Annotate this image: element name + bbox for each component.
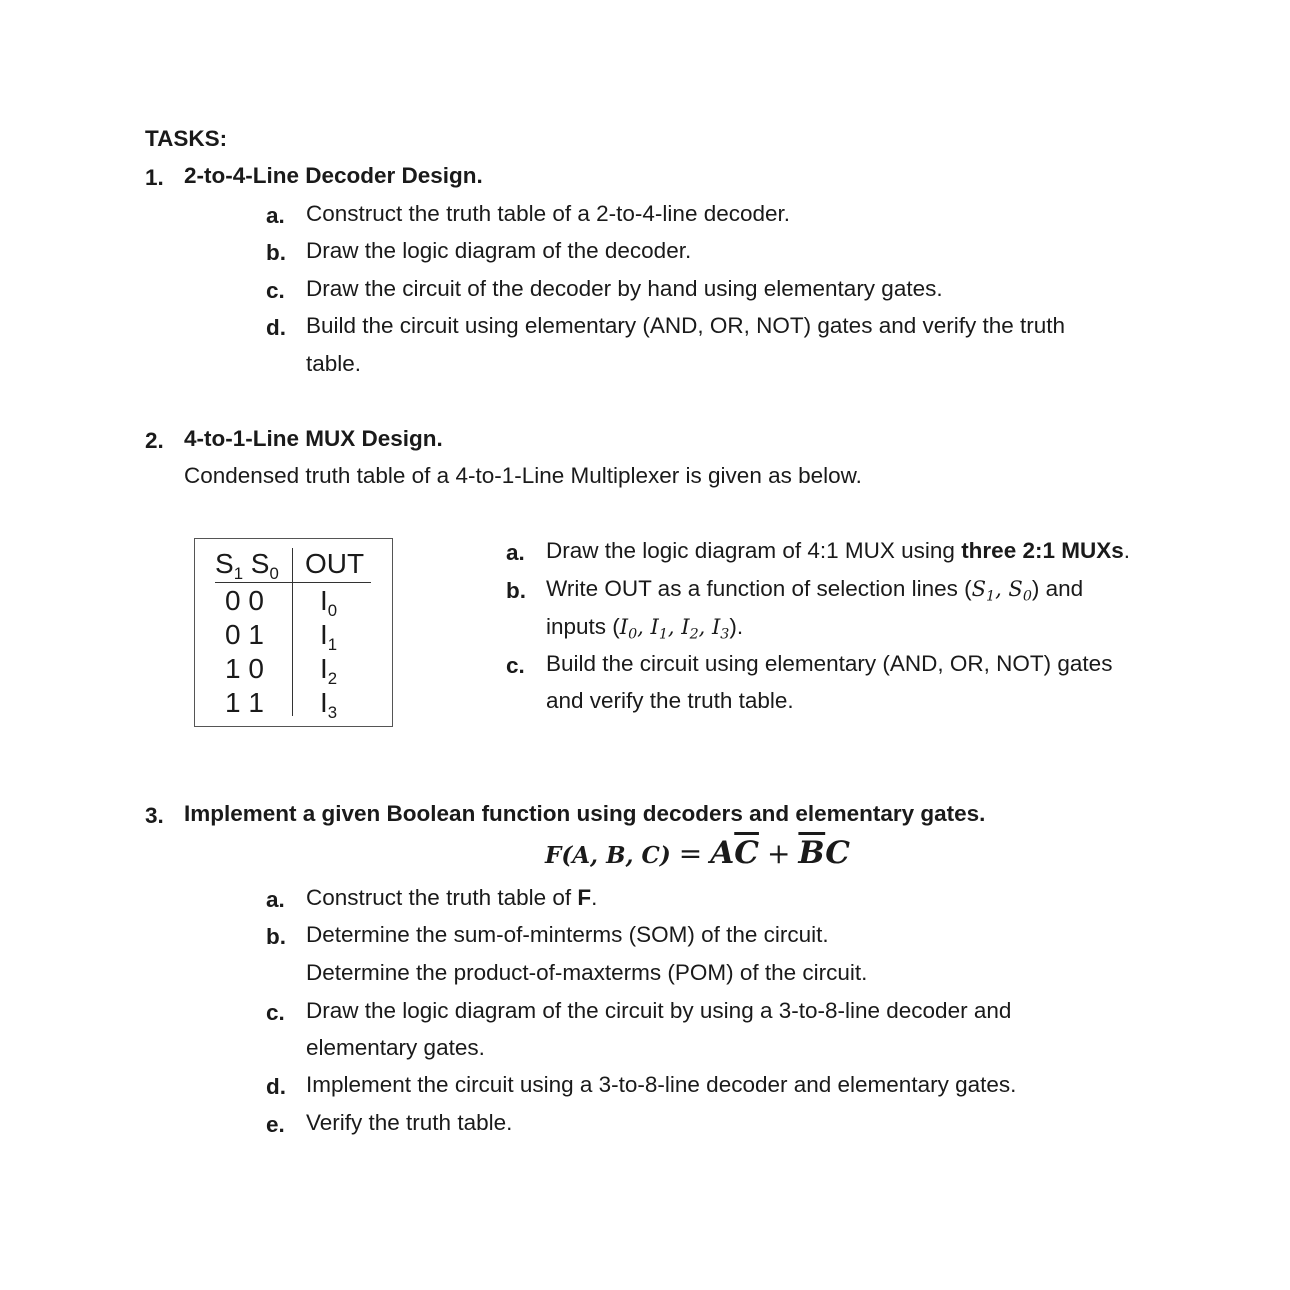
task-2-b-label: b. [506, 578, 526, 603]
task-2-title: 4-to-1-Line MUX Design. [184, 426, 443, 451]
page-heading: TASKS: [145, 126, 228, 151]
task-3-d-label: d. [266, 1074, 286, 1099]
table-column-rule [292, 548, 293, 716]
task-1-a-text: Construct the truth table of a 2-to-4-line decoder. [306, 201, 791, 226]
mux-truth-table [194, 538, 393, 727]
task-2-c-text-cont: and verify the truth table. [546, 688, 794, 713]
task-2-b-text: Write OUT as a function of selection lines ($S_1$, $S_0$) and [546, 576, 1084, 605]
task-1-c-label: c. [266, 278, 285, 303]
table-row-select: 0 1 [225, 619, 264, 650]
boolean-function-formula: F(A, B, $C) = A\overline{C} + \overline{B}C$ [545, 835, 850, 871]
task-3-title: Implement a given Boolean function using decoders and elementary gates. [184, 801, 986, 826]
table-row-out: $I_0$ [320, 585, 338, 620]
task-3-e-label: e. [266, 1112, 285, 1137]
task-2-intro: Condensed truth table of a 4-to-1-Line Multiplexer is given as below. [184, 463, 862, 488]
task-3-e-text: Verify the truth table. [306, 1110, 513, 1135]
task-3-d-text: Implement the circuit using a 3-to-8-line decoder and elementary gates. [306, 1072, 1017, 1097]
task-1-b-text: Draw the logic diagram of the decoder. [306, 238, 692, 263]
task-2-c-text: Build the circuit using elementary (AND, OR, NOT) gates [546, 651, 1113, 676]
task-3-c-label: c. [266, 1000, 285, 1025]
task-1-d-label: d. [266, 315, 286, 340]
task-2-c-label: c. [506, 653, 525, 678]
task-2-a-emphasis: three 2:1 MUXs [961, 538, 1124, 563]
task-3-number: 3. [145, 803, 164, 828]
task-3-b-text-cont: Determine the product-of-maxterms (POM) of the circuit. [306, 960, 868, 985]
task-1-title: 2-to-4-Line Decoder Design. [184, 163, 483, 188]
task-1-c-text: Draw the circuit of the decoder by hand using elementary gates. [306, 276, 943, 301]
task-3-a-label: a. [266, 887, 285, 912]
table-row-select: 1 1 [225, 687, 264, 718]
table-header-select: $S_1$ $S_0$ [215, 548, 279, 583]
task-3-a-text: Construct the truth table of F. [306, 885, 598, 910]
table-row-out: $I_3$ [320, 687, 338, 722]
task-1-b-label: b. [266, 240, 286, 265]
task-3-a-emphasis: F [577, 885, 592, 910]
task-2-b-text-cont: inputs ($I_0$, $I_1$, $I_2$, $I_3$). [546, 614, 744, 643]
table-header-out: OUT [305, 548, 365, 579]
task-1-d-text-cont: table. [306, 351, 362, 376]
table-row-select: 1 0 [225, 653, 264, 684]
task-3-b-label: b. [266, 924, 286, 949]
table-row-out: $I_1$ [320, 619, 338, 654]
table-row-out: $I_2$ [320, 653, 338, 688]
task-2-number: 2. [145, 428, 164, 453]
task-3-c-text-cont: elementary gates. [306, 1035, 485, 1060]
task-2-a-text: Draw the logic diagram of 4:1 MUX using three 2:1 MUXs. [546, 538, 1131, 563]
task-3-c-text: Draw the logic diagram of the circuit by using a 3-to-8-line decoder and [306, 998, 1012, 1023]
table-row-select: 0 0 [225, 585, 264, 616]
task-1-a-label: a. [266, 203, 285, 228]
task-1-number: 1. [145, 165, 164, 190]
task-1-d-text: Build the circuit using elementary (AND, OR, NOT) gates and verify the truth [306, 313, 1066, 338]
task-3-b-text: Determine the sum-of-minterms (SOM) of the circuit. [306, 922, 829, 947]
task-2-a-label: a. [506, 540, 525, 565]
